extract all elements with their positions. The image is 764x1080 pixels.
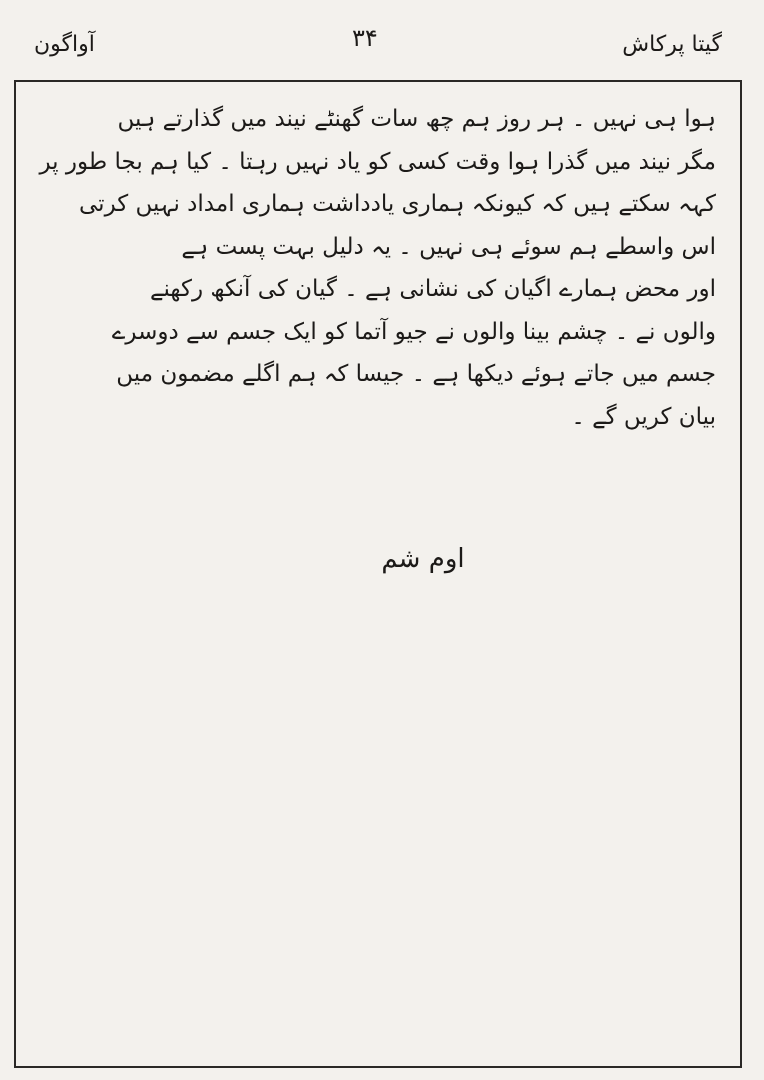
text-line: اور محض ہمارے اگیان کی نشانی ہے ۔ گیان کی آنکھ رکھنے [150, 276, 716, 302]
text-line: بیان کریں گے ۔ [571, 403, 716, 430]
running-title-right: گیتا پرکاش [622, 32, 722, 57]
text-frame [14, 80, 742, 1068]
closing-line [16, 544, 740, 574]
running-title-left: آواگون [34, 32, 95, 57]
body-text [26, 98, 716, 438]
text-line: اس واسطے ہم سوئے ہی نہیں ۔ یہ دلیل بہت پست ہے [181, 233, 716, 260]
closing-text: اوم شم [381, 544, 465, 574]
text-line: والوں نے ۔ چشم بینا والوں نے جیو آتما کو ایک جسم سے دوسرے [111, 318, 716, 345]
text-line: کہہ سکتے ہیں کہ کیونکہ ہماری یادداشت ہماری امداد نہیں کرتی [79, 191, 716, 217]
text-line: مگر نیند میں گذرا ہوا وقت کسی کو یاد نہیں رہتا ۔ کیا ہم بجا طور پر [39, 148, 716, 175]
page-number: ۳۴ [352, 24, 378, 52]
text-line: ہوا ہی نہیں ۔ ہر روز ہم چھ سات گھنٹے نیند میں گذارتے ہیں [117, 106, 716, 132]
text-line: جسم میں جاتے ہوئے دیکھا ہے ۔ جیسا کہ ہم اگلے مضمون میں [116, 361, 716, 387]
page-header [0, 0, 764, 80]
